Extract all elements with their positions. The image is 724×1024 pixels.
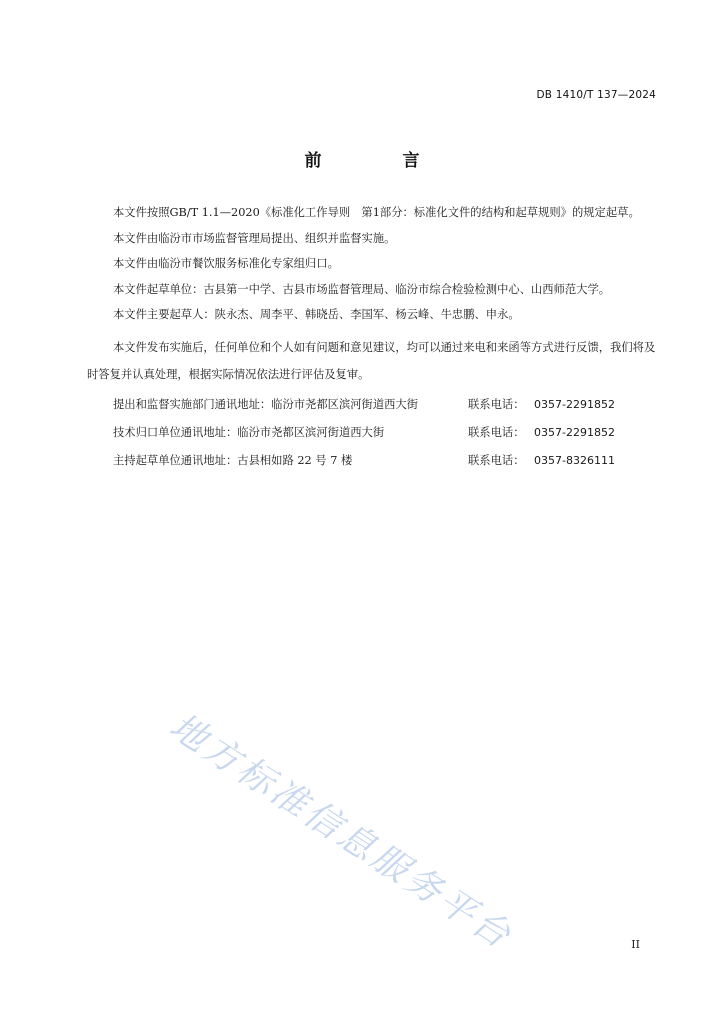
section-title: 前 言 [304, 151, 452, 171]
contact-phone: 0357-2291852 [534, 425, 615, 439]
contact-address: 提出和监督实施部门通讯地址：临汾市尧都区滨河街道西大街 [113, 397, 419, 411]
paragraph-drafting-rules: 本文件按照GB/T 1.1—2020《标准化工作导则 第1部分：标准化文件的结构和起草规则》的规定起草。 [113, 206, 640, 219]
paragraph-proposer: 本文件由临汾市市场监督管理局提出、组织并监督实施。 [113, 231, 396, 245]
contact-row-supervision [87, 395, 659, 416]
document-code: DB 1410/T 137—2024 [536, 89, 656, 101]
contact-phone-label: 联系电话： [468, 397, 525, 411]
contact-phone-label: 联系电话： [468, 425, 525, 439]
contact-address: 技术归口单位通讯地址：临汾市尧都区滨河街道西大街 [113, 425, 385, 439]
contact-phone: 0357-2291852 [534, 397, 615, 411]
paragraph-feedback: 本文件发布实施后，任何单位和个人如有问题和意见建议，均可以通过来电和来函等方式进行反馈，我们将及时答复并认真处理，根据实际情况依法进行评估及复审。 [87, 340, 656, 381]
paragraph-drafters: 本文件主要起草人：陕永杰、周李平、韩晓岳、李国军、杨云峰、牛忠鹏、申永。 [113, 308, 520, 321]
paragraph-centralized-unit: 本文件由临汾市餐饮服务标准化专家组归口。 [113, 257, 339, 270]
contact-phone-label: 联系电话： [468, 453, 525, 467]
contact-row-technical [87, 423, 659, 444]
watermark: 地方标准信息服务平台 [162, 705, 521, 959]
contact-phone: 0357-8326111 [534, 453, 615, 467]
foreword-body [87, 206, 659, 479]
page-number: II [631, 938, 640, 951]
contact-address: 主持起草单位通讯地址：古县相如路 22 号 7 楼 [113, 453, 353, 467]
contact-row-drafting [87, 451, 659, 472]
paragraph-drafting-units: 本文件起草单位：古县第一中学、古县市场监督管理局、临汾市综合检验检测中心、山西师范大学。 [113, 282, 611, 296]
